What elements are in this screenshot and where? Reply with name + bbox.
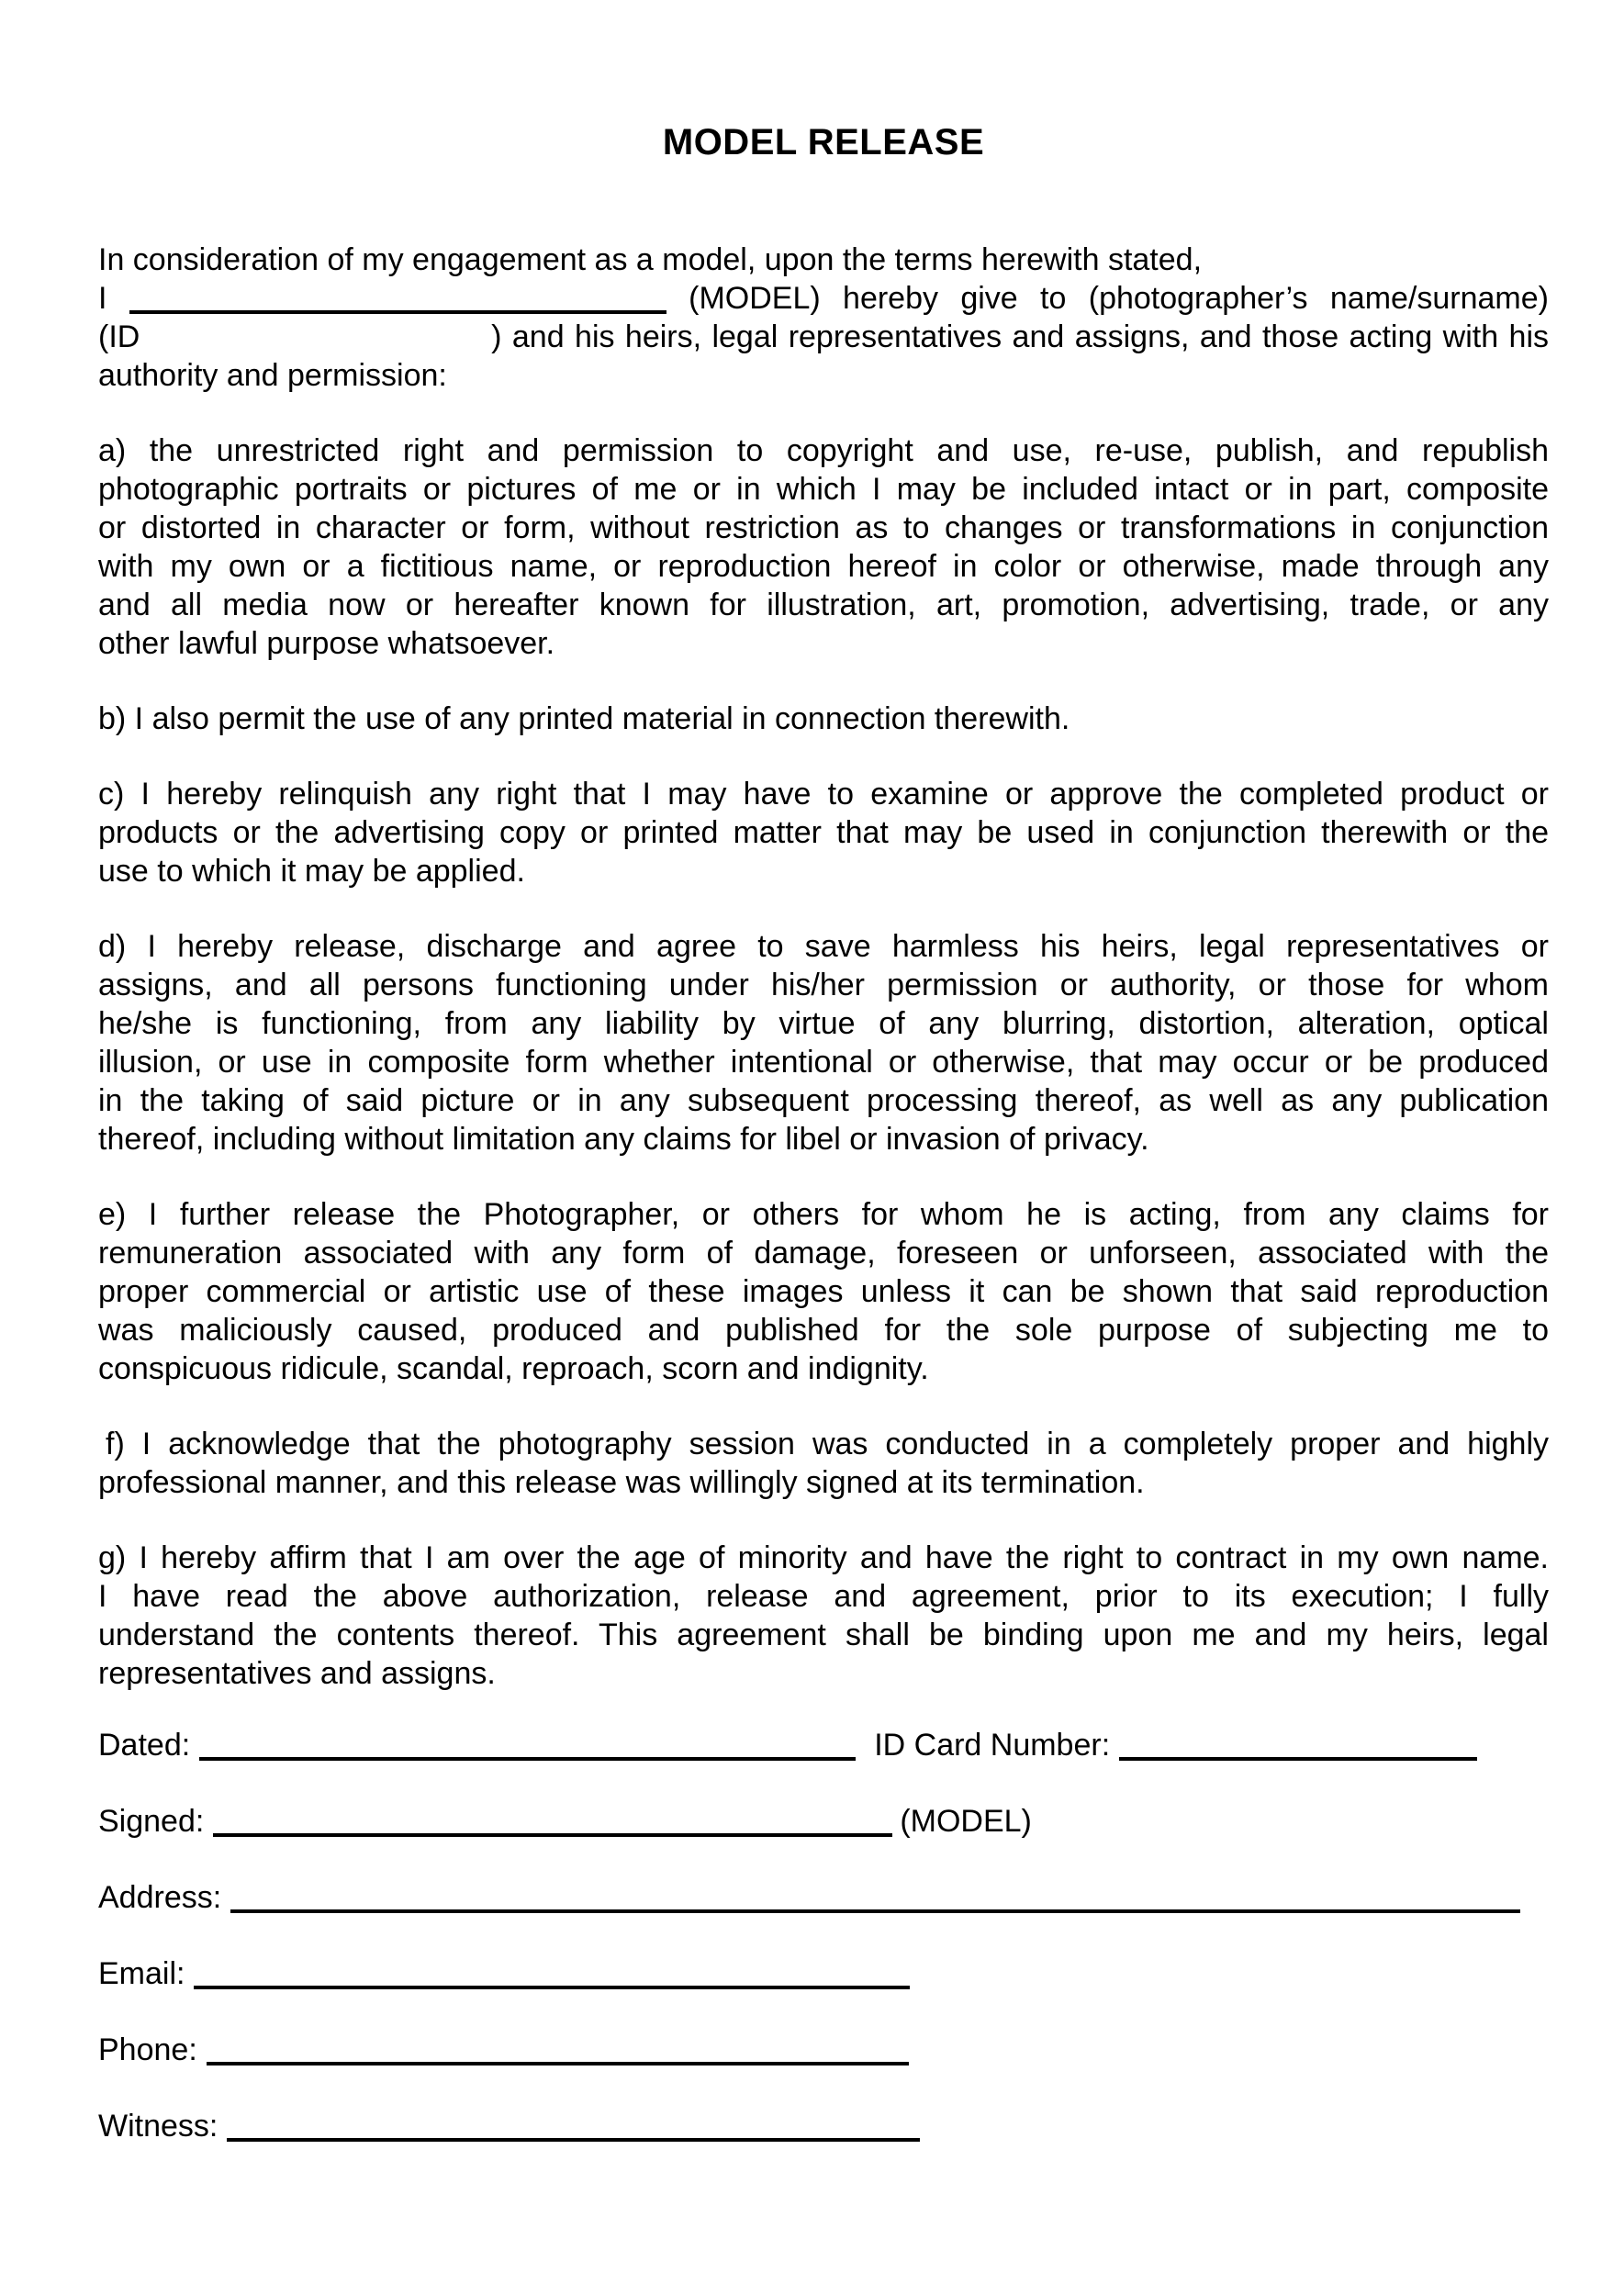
text-line: assigns, and all persons functioning under his/her permission or authority, or those for whom xyxy=(98,968,1549,1002)
intro-line2-suffix: (MODEL) hereby give to (photographer’s name/surname) xyxy=(689,281,1549,316)
field-row-dated xyxy=(98,1726,1549,1764)
text-line-id-blank xyxy=(98,318,1549,356)
paragraph-clause-f xyxy=(98,1425,1549,1502)
paragraph-clause-d xyxy=(98,927,1549,1159)
text-line: representatives and assigns. xyxy=(98,1656,496,1691)
paragraph-clause-b xyxy=(98,700,1549,738)
text-line: c) I hereby relinquish any right that I may have to examine or approve the completed product or xyxy=(98,777,1549,812)
text-line: a) the unrestricted right and permission to copyright and use, re-use, publish, and republish xyxy=(98,433,1549,468)
text-line: remuneration associated with any form of damage, foreseen or unforseen, associated with the xyxy=(98,1236,1549,1271)
email-blank-line xyxy=(194,1986,910,1989)
text-line: professional manner, and this release was willingly signed at its termination. xyxy=(98,1465,1145,1500)
signature-blank-line xyxy=(213,1833,892,1837)
intro-line3-suffix: ) and his heirs, legal representatives and assigns, and those acting with his xyxy=(491,319,1550,354)
witness-blank-line xyxy=(227,2138,920,2142)
text-line-model-blank xyxy=(98,279,1549,318)
text-line: d) I hereby release, discharge and agree to save harmless his heirs, legal representatives or xyxy=(98,929,1549,964)
text-line: understand the contents thereof. This agreement shall be binding upon me and my heirs, legal xyxy=(98,1618,1549,1652)
text-line: use to which it may be applied. xyxy=(98,854,525,889)
field-row-email xyxy=(98,1954,1549,1993)
text-line: in the taking of said picture or in any subsequent processing thereof, as well as any publication xyxy=(98,1083,1549,1118)
field-row-phone xyxy=(98,2031,1549,2069)
phone-label: Phone: xyxy=(98,2032,197,2067)
witness-label: Witness: xyxy=(98,2109,218,2144)
text-line: conspicuous ridicule, scandal, reproach, scorn and indignity. xyxy=(98,1351,929,1386)
text-line: or distorted in character or form, without restriction as to changes or transformations in conjunction xyxy=(98,510,1549,545)
paragraph-intro xyxy=(98,241,1549,395)
paragraph-clause-g xyxy=(98,1539,1549,1693)
text-line: thereof, including without limitation any claims for libel or invasion of privacy. xyxy=(98,1122,1149,1157)
text-line: e) I further release the Photographer, or others for whom he is acting, from any claims for xyxy=(98,1197,1549,1232)
text-line: f) I acknowledge that the photography session was conducted in a completely proper and highly xyxy=(106,1427,1549,1461)
text-line: proper commercial or artistic use of these images unless it can be shown that said reproduction xyxy=(98,1274,1549,1309)
signed-model-suffix: (MODEL) xyxy=(900,1804,1032,1839)
paragraph-clause-c xyxy=(98,775,1549,890)
dated-label: Dated: xyxy=(98,1728,191,1763)
model-name-blank-line xyxy=(129,310,666,314)
id-card-number-label: ID Card Number: xyxy=(874,1728,1111,1763)
paragraph-clause-a xyxy=(98,431,1549,663)
text-line: authority and permission: xyxy=(98,358,447,393)
text-line: g) I hereby affirm that I am over the age of minority and have the right to contract in my own name. xyxy=(98,1540,1549,1575)
text-line: he/she is functioning, from any liability by virtue of any blurring, distortion, alteration, optical xyxy=(98,1006,1549,1041)
text-line: and all media now or hereafter known for illustration, art, promotion, advertising, trade, or any xyxy=(98,588,1549,622)
address-label: Address: xyxy=(98,1880,222,1915)
field-row-witness xyxy=(98,2107,1549,2145)
text-line: I have read the above authorization, release and agreement, prior to its execution; I fully xyxy=(98,1579,1549,1614)
text-line: products or the advertising copy or printed matter that may be used in conjunction therewith or the xyxy=(98,815,1549,850)
paragraph-clause-e xyxy=(98,1195,1549,1388)
phone-blank-line xyxy=(207,2062,909,2066)
intro-line2-prefix: I xyxy=(98,281,107,316)
address-blank-line xyxy=(230,1909,1520,1913)
document-title: MODEL RELEASE xyxy=(662,122,985,162)
signed-label: Signed: xyxy=(98,1804,205,1839)
text-line: other lawful purpose whatsoever. xyxy=(98,626,555,661)
text-line: with my own or a fictitious name, or reproduction hereof in color or otherwise, made through any xyxy=(98,549,1549,584)
field-row-address xyxy=(98,1878,1549,1917)
field-row-signed xyxy=(98,1802,1549,1841)
text-line: was maliciously caused, produced and published for the sole purpose of subjecting me to xyxy=(98,1313,1549,1348)
text-line: b) I also permit the use of any printed material in connection therewith. xyxy=(98,701,1070,736)
text-line: photographic portraits or pictures of me or in which I may be included intact or in part, composite xyxy=(98,472,1549,507)
dated-blank-line xyxy=(199,1757,856,1761)
intro-line3-prefix: (ID xyxy=(98,319,140,354)
id-card-number-blank-line xyxy=(1119,1757,1477,1761)
email-label: Email: xyxy=(98,1956,185,1991)
text-line: illusion, or use in composite form whether intentional or otherwise, that may occur or be produced xyxy=(98,1045,1549,1080)
text-line: In consideration of my engagement as a model, upon the terms herewith stated, xyxy=(98,242,1203,277)
